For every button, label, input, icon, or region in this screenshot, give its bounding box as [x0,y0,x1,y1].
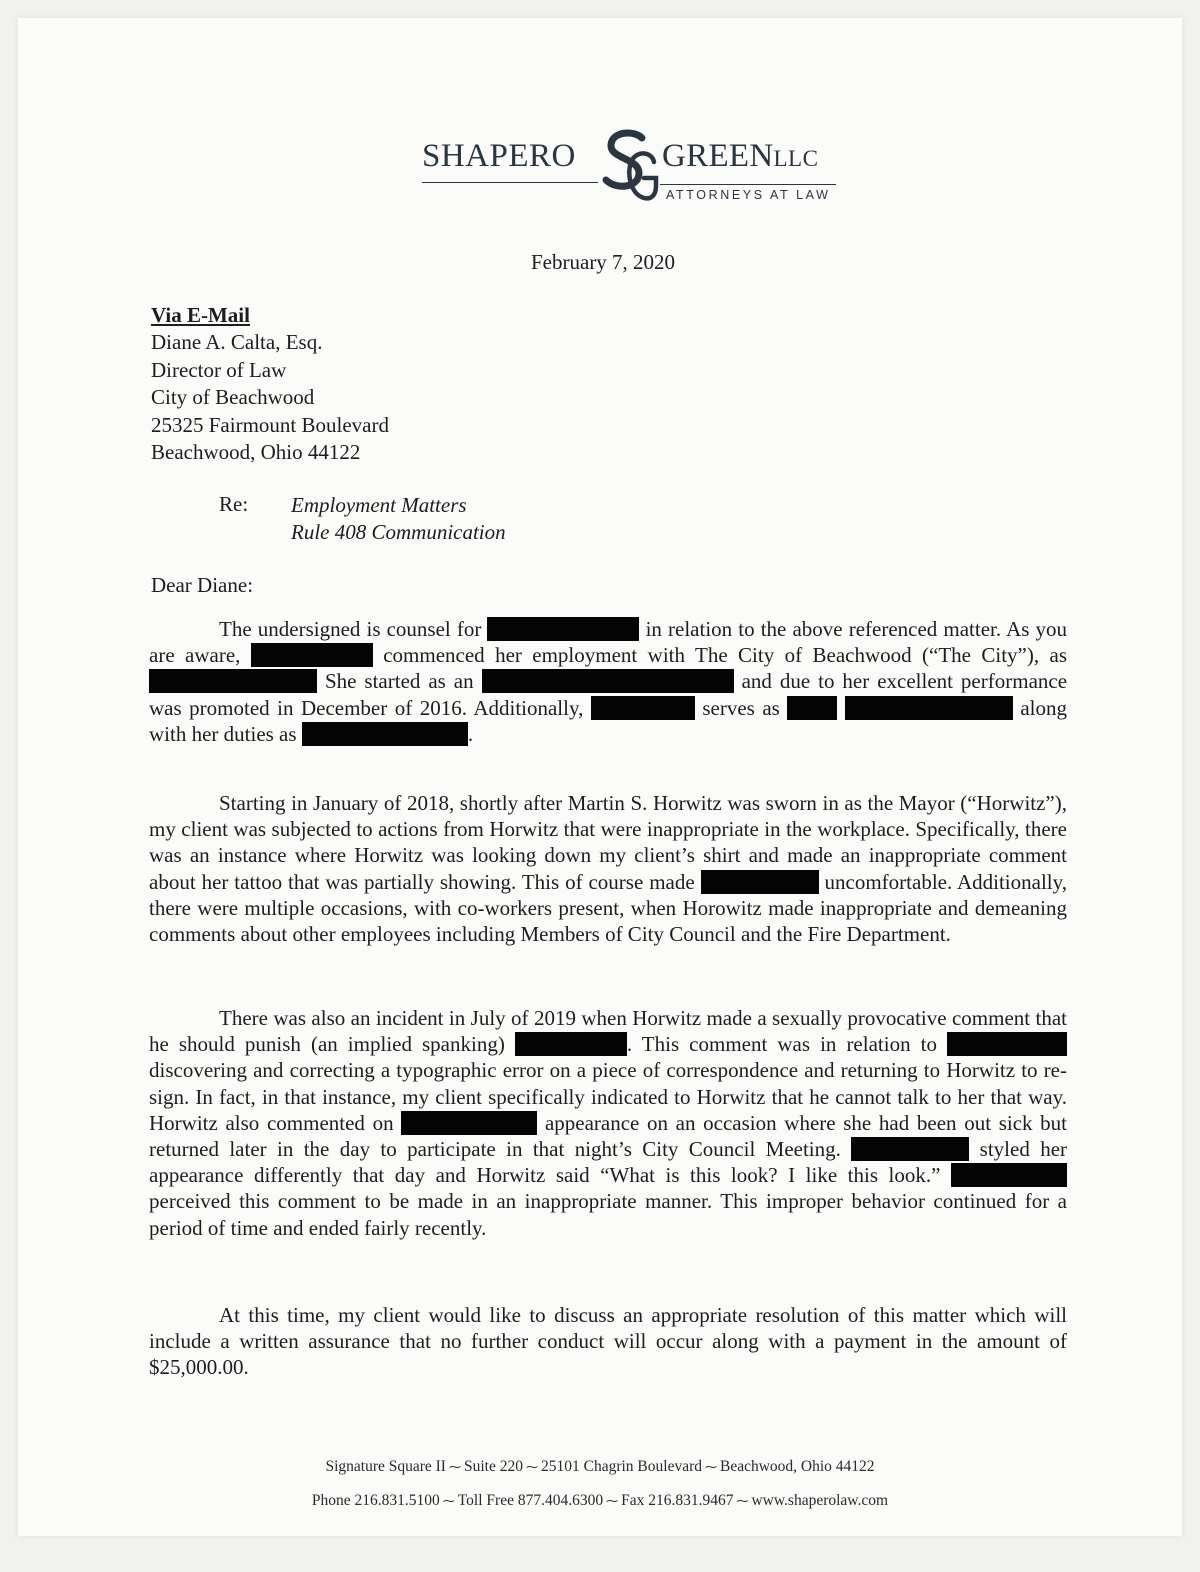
letter-date: February 7, 2020 [531,250,676,274]
redaction [487,617,639,641]
firm-subtitle: ATTORNEYS AT LAW [666,188,831,202]
redaction [701,870,819,894]
redaction [951,1163,1067,1187]
letterhead-rule-right [660,184,836,185]
recipient-city: Beachwood, Ohio 44122 [151,440,361,465]
salutation: Dear Diane: [151,573,254,597]
letterhead-rule-left [422,182,598,183]
recipient-name: Diane A. Calta, Esq. [151,330,323,355]
recipient-address [151,302,389,466]
re-subject [291,492,506,547]
re-line-2: Rule 408 Communication [291,520,506,545]
firm-monogram-logo [594,128,664,204]
redaction [947,1032,1067,1056]
redaction [787,696,837,720]
letterhead [422,128,842,208]
delivery-method: Via E-Mail [151,303,250,327]
website-link: www.shaperolaw.com [751,1492,889,1509]
redaction [591,696,695,720]
redaction [482,669,734,693]
re-label: Re: [219,492,249,516]
paragraph-2: Starting in January of 2018, shortly after Martin S. Horwitz was sworn in as the Mayor (“Horwitz”), my client was subjected to actions from Horwitz that were inappropriate in the workplace. Specifically, there was an instance where Horwitz was looking down my client’s shirt and made an inappropriate comment about her tattoo that was partially showing. This of course made uncomfortable. Additionally, there were multiple occasions, with co-workers present, when Horowitz made inappropriate and demeaning comments about other employees including Members of City Council and the Fire Department. [149,791,1068,947]
redaction [251,643,373,667]
footer-contact: Phone 216.831.5100 ⁓ Toll Free 877.404.6300 ⁓ Fax 216.831.9467 ⁓ www.shaperolaw.com [311,1492,889,1509]
firm-name-right: GREENLLC [662,138,819,174]
firm-name-left: SHAPERO [422,138,576,174]
redaction [845,696,1013,720]
redaction [851,1137,969,1161]
paragraph-3: There was also an incident in July of 2019 when Horwitz made a sexually provocative comment that he should punish (an implied spanking) . This comment was in relation to discovering and correcting a typographic error on a piece of correspondence and returning to Horwitz to re-sign. In fact, in that instance, my client specifically indicated to Horwitz that he cannot talk to her that way. Horwitz also commented on appearance on an occasion where she had been out sick but returned later in the day to participate in that night’s City Council Meeting. styled her appearance differently that day and Horwitz said “What is this look? I like this look.” perceived this comment to be made in an inappropriate manner. This improper behavior continued for a period of time and ended fairly recently. [149,1006,1068,1240]
paragraph-1: The undersigned is counsel for in relation to the above referenced matter. As you are aware, commenced her employment with The City of Beachwood (“The City”), as She started as an and due to her excellent performance was promoted in December of 2016. Additionally, serves as along with her duties as . [149,617,1068,746]
redaction [515,1032,627,1056]
redaction [302,722,468,746]
letter-page [18,18,1182,1536]
re-line-1: Employment Matters [291,493,467,517]
redaction [401,1111,537,1135]
recipient-title: Director of Law [151,357,287,382]
recipient-org: City of Beachwood [151,385,315,410]
footer-address: Signature Square II ⁓ Suite 220 ⁓ 25101 Chagrin Boulevard ⁓ Beachwood, Ohio 44122 [325,1458,875,1475]
redaction [149,669,317,693]
paragraph-4: At this time, my client would like to discuss an appropriate resolution of this matter which will include a written assurance that no further conduct will occur along with a payment in the amount of $25,000.00. [149,1303,1067,1380]
recipient-street: 25325 Fairmount Boulevard [151,412,389,437]
